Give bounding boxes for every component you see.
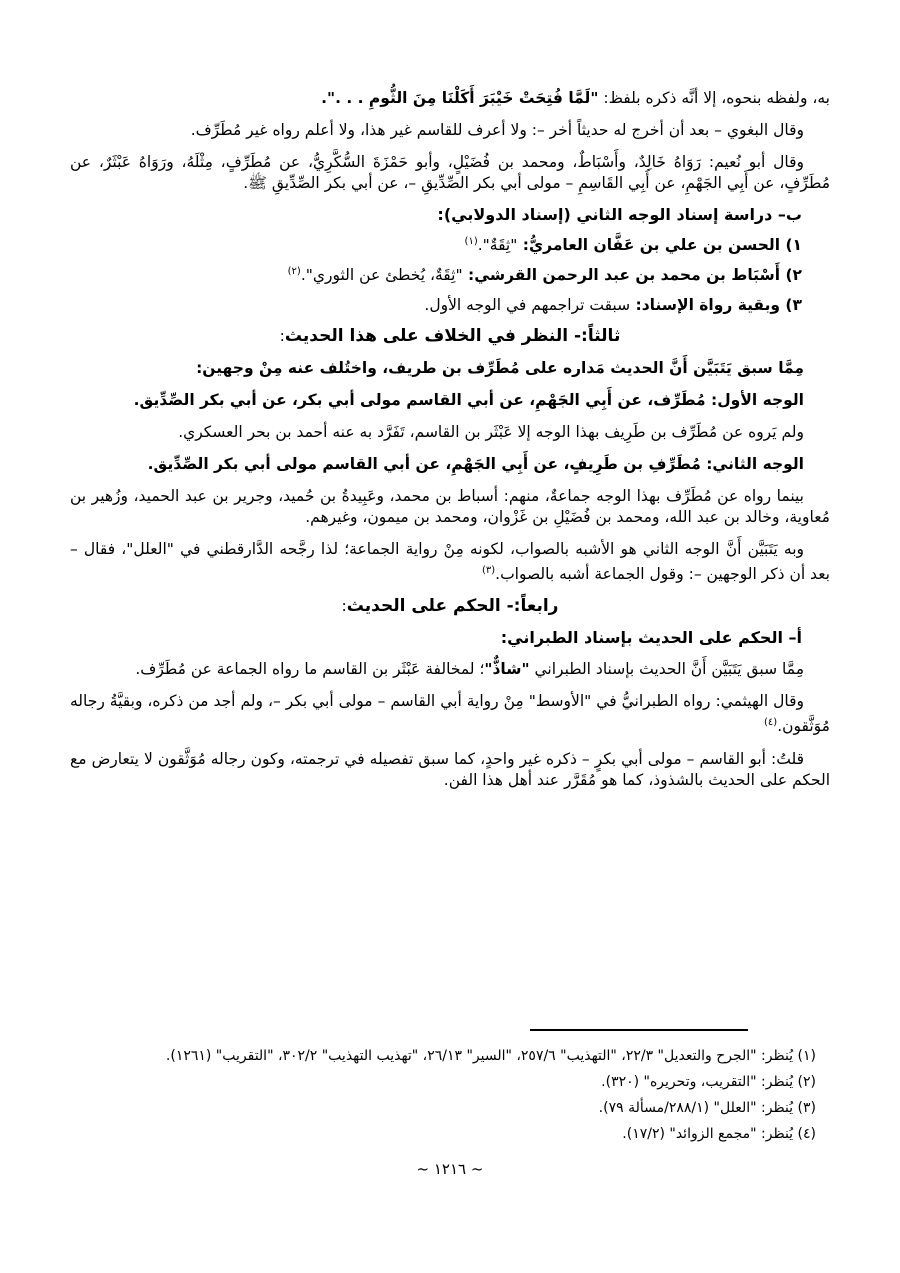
paragraph: [70, 486, 830, 528]
paragraph: [70, 120, 830, 141]
footnote-separator: [530, 1029, 748, 1031]
narrator-item: [70, 266, 802, 284]
footnote: (٣) يُنظر: "العلل" (٢٨٨/١/مسألة ٧٩).: [598, 1100, 816, 1116]
text-segment: أ– الحكم على الحديث بإسناد الطبراني:: [500, 628, 802, 648]
text-segment: وقال أبو نُعيم: رَوَاهُ خَالِدٌ، وأَسْبَاطٌ، ومحمد بن فُضَيْلٍ، وأبو حَمْزَةَ السُّكَّرِيُّ، عن مُطَرِّفٍ، مِثْلَهُ، ورَوَاهُ عَبْثَرٌ، عن مُطَرِّفٍ، عن أَبِي الجَهْمِ، عن أَبِي القَاسِمِ – مولى أبي بكر الصِّدِّيقِ –، عن أبي بكر الصِّدِّيقِ ﷺ.: [70, 153, 830, 192]
paragraph: [70, 659, 830, 680]
text-segment: "ثِقَةٌ، يُخطئ عن الثوري".: [300, 266, 463, 285]
paragraph: [70, 152, 830, 194]
narrator-item: [70, 236, 802, 254]
paragraph: [70, 691, 830, 737]
footnote-ref[interactable]: (٢): [287, 266, 301, 278]
paragraph: [70, 358, 830, 379]
text-segment: ؛ لمخالفة عَبْثَر بن القاسم ما رواه الجماعة عن مُطَرِّف.: [135, 660, 485, 679]
text-segment: الوجه الأول: مُطَرِّف، عن أَبِي الجَهْمِ، عن أبي القاسم مولى أبي بكر، عن أبي بكر الصِّدِّيق.: [133, 391, 804, 410]
footnote-ref[interactable]: (٤): [764, 717, 778, 729]
footnote-ref[interactable]: (٣): [481, 565, 496, 577]
paragraph: [70, 749, 830, 791]
text-segment: وبه يَتَبَيَّن أَنَّ الوجه الثاني هو الأشبه بالصواب، لكونه مِنْ رواية الجماعة؛ لذا رجَّحه الدَّارقطني في "العلل"، فقال – بعد أن ذكر الوجهين –: وقول الجماعة أشبه بالصواب.: [70, 540, 830, 584]
paragraph: [70, 454, 830, 475]
subsection-heading: [70, 205, 802, 224]
text-segment: "ثِقَةٌ".: [477, 236, 518, 255]
text-segment: سبقت تراجمهم في الوجه الأول.: [424, 296, 631, 315]
text-segment: ٢) أَسْبَاط بن محمد بن عبد الرحمن القرشي:: [462, 266, 802, 285]
text-segment: وقال البغوي – بعد أن أخرج له حديثاً أخر –: ولا أعرف للقاسم غير هذا، ولا أعلم رواه غير مُطَرِّف.: [190, 121, 804, 139]
text-segment: "لَمَّا فُتِحَتْ خَيْبَرَ أَكَلْنَا مِنَ الثُّومِ . . .".: [321, 89, 599, 107]
text-segment: وقال الهيثمي: رواه الطبرانيُّ في "الأوسط" مِنْ رواية أبي القاسم – مولى أبي بكر –، ولم أجد من ذكره، وبقيَّةُ رجاله مُوَثَّقون.: [70, 692, 830, 736]
text-segment: رابعاً:- الحكم على الحديث: [346, 596, 559, 617]
section-heading: [70, 326, 830, 346]
text-segment: ب– دراسة إسناد الوجه الثاني (إسناد الدولابي):: [437, 205, 802, 224]
text-segment: به، ولفظه بنحوه، إلا أنَّه ذكره بلفظ:: [598, 89, 830, 107]
footnote: (٢) يُنظر: "التقريب، وتحريره" (٣٢٠).: [601, 1074, 816, 1090]
text-segment: مِمَّا سبق يَتَبَيَّن أَنَّ الحديث مَداره على مُطَرِّف بن طريف، واختُلف عنه مِنْ وجهين:: [196, 359, 804, 378]
document-body: [70, 88, 830, 802]
footnote-ref[interactable]: (١): [464, 236, 478, 247]
footnotes: [70, 1046, 816, 1150]
section-heading: [70, 596, 830, 616]
text-segment: ثالثاً:- النظر في الخلاف على هذا الحديث: [284, 326, 621, 347]
text-segment: الوجه الثاني: مُطَرِّفِ بن طَرِيفٍ، عن أَبِي الجَهْمِ، عن أبي القاسم مولى أبي بكر الصِّدِّيق.: [147, 455, 804, 474]
text-segment: "شاذٌّ": [484, 660, 530, 679]
paragraph: [70, 422, 830, 443]
footnote: (٤) يُنظر: "مجمع الزوائد" (١٧/٢).: [622, 1126, 816, 1142]
text-segment: قلتُ: أبو القاسم – مولى أبي بكرٍ – ذكره غير واحدٍ، كما سبق تفصيله في ترجمته، وكون رجاله مُوَثَّقون لا يتعارض مع الحكم على الحديث بالشذوذ، كما هو مُقَرَّر عند أهل هذا الفن.: [70, 749, 830, 789]
footnote: (١) يُنظر: "الجرح والتعديل" ٢٢/٣، "التهذيب" ٢٥٧/٦، "السير" ٢٦/١٣، "تهذيب التهذيب" ٣٠٢/٢، "التقريب" (١٢٦١).: [165, 1048, 816, 1064]
text-segment: ١) الحسن بن علي بن عَفَّان العامريُّ:: [517, 236, 802, 255]
text-segment: بينما رواه عن مُطَرِّف بهذا الوجه جماعةٌ، منهم: أسباط بن محمد، وعَبِيدةُ بن حُميد، وجرير بن عبد الحميد، وزُهير بن مُعاوية، وخالد بن عبد الله، ومحمد بن فُضَيْلِ بن غَزْوان، ومحمد بن ميمون، وغيرهم.: [70, 487, 830, 527]
paragraph: [70, 88, 830, 109]
text-segment: ٣) وبقية رواة الإسناد:: [630, 296, 802, 315]
text-segment: مِمَّا سبق يَتَبَيَّن أَنَّ الحديث بإسناد الطبراني: [529, 660, 804, 679]
page-number: ~ ١٢١٦ ~: [416, 1160, 484, 1178]
text-segment: :: [279, 327, 285, 346]
paragraph: [70, 390, 830, 411]
text-segment: :: [341, 597, 347, 616]
subsection-heading: [70, 628, 802, 647]
narrator-item: [70, 296, 802, 314]
text-segment: ولم يَروه عن مُطَرِّف بن طَرِيف بهذا الوجه إلا عَبْثَر بن القاسم، تَفَرَّد به عنه أحمد بن بحر العسكري.: [178, 423, 804, 442]
paragraph: [70, 539, 830, 585]
